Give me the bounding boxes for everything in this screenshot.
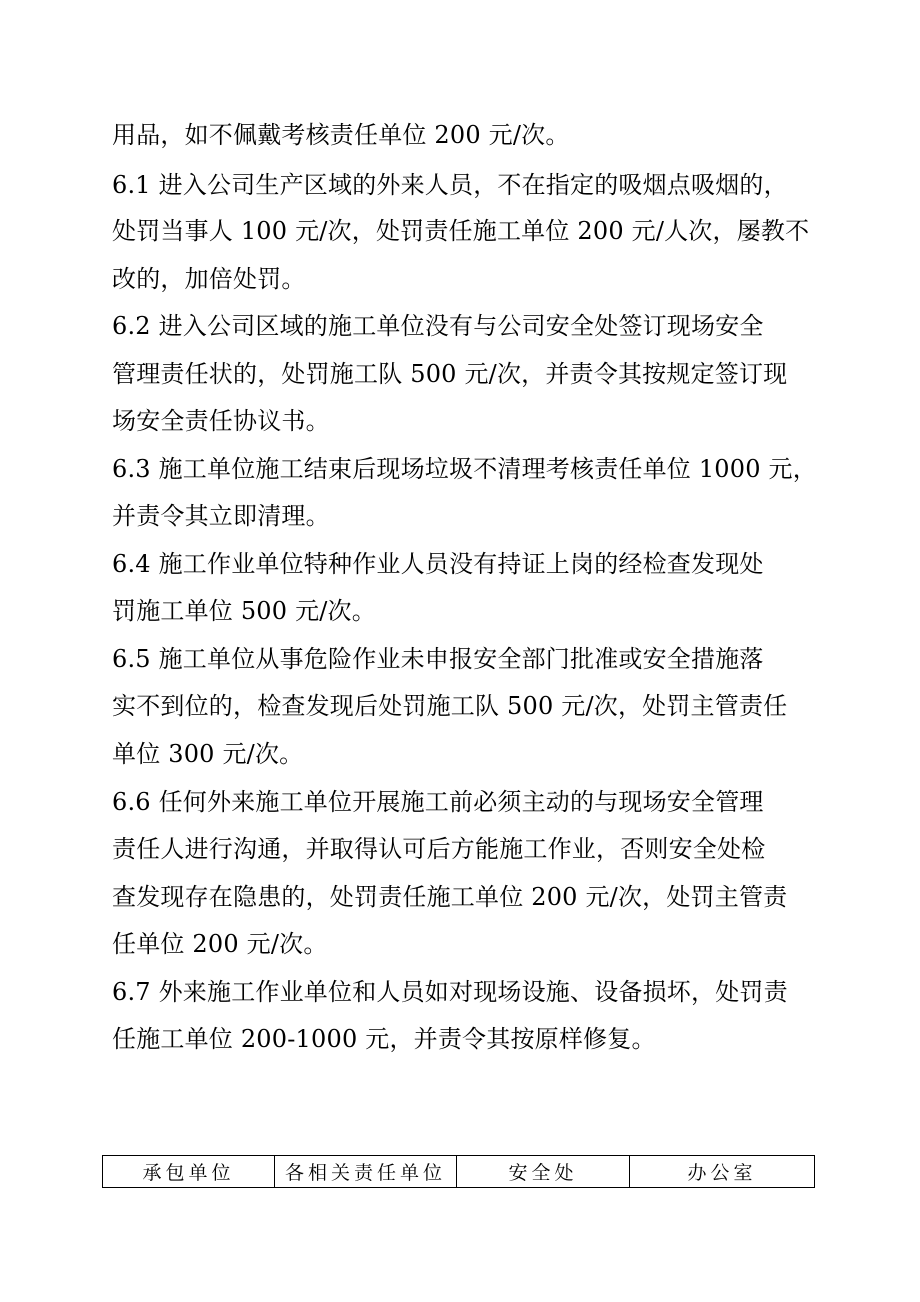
text-line: 用品，如不佩戴考核责任单位 200 元/次。 (112, 121, 570, 149)
text-line: 6.1 进入公司生产区域的外来人员，不在指定的吸烟点吸烟的， (112, 171, 788, 199)
text-line: 任单位 200 元/次。 (112, 930, 328, 958)
text-line: 场安全责任协议书。 (112, 407, 330, 435)
text-line: 6.6 任何外来施工单位开展施工前必须主动的与现场安全管理 (112, 788, 764, 816)
text-line: 实不到位的，检查发现后处罚施工队 500 元/次，处罚主管责任 (112, 692, 788, 720)
text-line: 单位 300 元/次。 (112, 740, 304, 768)
text-line: 6.4 施工作业单位特种作业人员没有持证上岗的经检查发现处 (112, 550, 764, 578)
text-line: 责任人进行沟通，并取得认可后方能施工作业，否则安全处检 (112, 835, 766, 863)
signature-cell-contractor: 承包单位 (103, 1156, 275, 1188)
text-line: 任施工单位 200-1000 元，并责令其按原样修复。 (112, 1025, 656, 1053)
text-line: 罚施工单位 500 元/次。 (112, 597, 376, 625)
text-line: 6.5 施工单位从事危险作业未申报安全部门批准或安全措施落 (112, 645, 764, 673)
signature-table (102, 1155, 815, 1188)
signature-cell-general-office: 办公室 (630, 1156, 815, 1188)
text-line: 6.3 施工单位施工结束后现场垃圾不清理考核责任单位 1000 元， (112, 455, 817, 483)
text-line: 管理责任状的，处罚施工队 500 元/次，并责令其按规定签订现 (112, 360, 788, 388)
text-line: 6.2 进入公司区域的施工单位没有与公司安全处签订现场安全 (112, 312, 764, 340)
signature-cell-safety-office: 安全处 (457, 1156, 630, 1188)
text-line: 改的，加倍处罚。 (112, 265, 306, 293)
text-line: 并责令其立即清理。 (112, 502, 330, 530)
text-line: 查发现存在隐患的，处罚责任施工单位 200 元/次，处罚主管责 (112, 883, 788, 911)
signature-cell-responsible-units: 各相关责任单位 (275, 1156, 457, 1188)
signature-row (103, 1156, 815, 1188)
text-line: 处罚当事人 100 元/次，处罚责任施工单位 200 元/人次，屡教不 (112, 217, 810, 245)
text-line: 6.7 外来施工作业单位和人员如对现场设施、设备损坏，处罚责 (112, 978, 788, 1006)
